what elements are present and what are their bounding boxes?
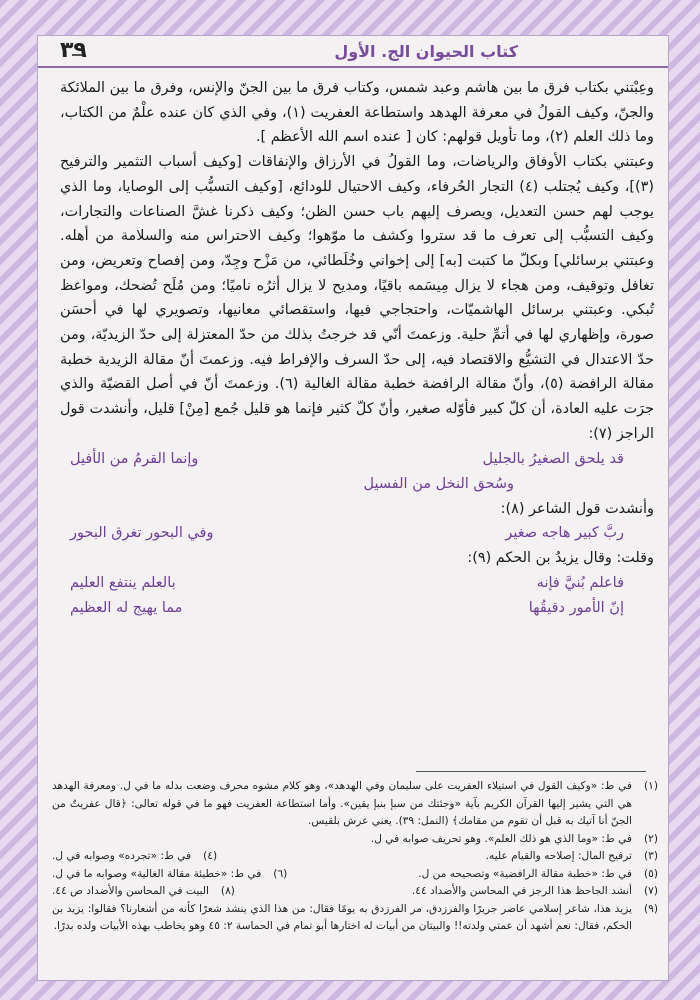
- footnote-number: (٢): [644, 832, 658, 845]
- footnote-pair-5-6: [52, 866, 658, 884]
- verse2-right-hemistich: ربَّ كبير هاجه صغير: [505, 525, 624, 542]
- footnote-2: [52, 831, 658, 849]
- paragraph-1: وعِبْتني بكتاب فرق ما بين هاشم وعبد شمس، وكتاب فرق ما بين الجنّ والإنس، وفرق ما بين الملائكة والجنّ، وكيف القولُ في معرفة الهدهد واستطاعة العفريت (١)، وفي الذي كان عنده علْمٌ من الكتاب، وما ذلك العلم (٢)، وما تأويل قولهم: كان [ عنده اسم الله الأعظم ].: [60, 80, 654, 146]
- footnote-text: في ط: «وما الذي هو ذلك العلم». وهو تحريف صوابه في ل.: [370, 832, 632, 845]
- verse-block-3: [60, 571, 654, 621]
- footnote-divider: [416, 771, 646, 772]
- footnote-3: [486, 848, 658, 866]
- verse2-left-hemistich: وفي البحور تغرق البحور: [70, 525, 214, 542]
- footnote-1: [52, 778, 658, 831]
- footnote-text: في ط: «خطيئة مقالة الغالية» وصوابه ما في ل.: [52, 867, 262, 880]
- footnote-text: يزيد هذا، شاعر إسلامي عاصر جريرًا والفرزدق، مر الفرزدق به يومًا فقال: من هذا الذي ينشد شعرًا كأنه من أشعارنا؟ فقالوا: يزيد بن الحكم، فقال: نعم أشهد أن عمتي ولدته!! والبيتان من أبيات له اختارها أبو تمام في الحماسة ٢: ٤٥ وهو يخاطب بهذه الأبيات ولده بدرًا.: [52, 902, 632, 932]
- footnote-text: ترفيح المال: إصلاحه والقيام عليه.: [485, 850, 632, 862]
- footnote-number: (١): [644, 780, 658, 792]
- verse3-left-hemistich: بالعلم ينتفع العليم: [70, 574, 176, 591]
- verse3-line2-left: مما يهيج له العظيم: [70, 599, 183, 616]
- footnote-pair-3-4: [52, 848, 658, 866]
- verse1-right-hemistich: قد يلحق الصغيرُ بالجليل: [482, 450, 624, 467]
- footnote-7: [412, 883, 658, 901]
- verse3-intro: وقلت: وقال يزيدُ بن الحكم (٩):: [467, 550, 654, 567]
- running-title: كتاب الحيوان الج. الأول: [334, 42, 518, 61]
- footnote-text: في ط: «خطبة مقالة الرافضية» وتصحيحه من ل.: [418, 867, 632, 880]
- verse2-intro: وأنشدت قول الشاعر (٨):: [500, 500, 654, 517]
- footnote-number: (٦): [273, 867, 288, 880]
- page-header: [38, 36, 668, 68]
- main-text: [60, 76, 654, 621]
- footnote-number: (٥): [644, 867, 658, 880]
- book-page: [38, 36, 668, 980]
- footnote-pair-7-8: [52, 883, 658, 901]
- footnote-number: (٣): [644, 850, 658, 862]
- footnote-text: أنشد الجاحظ هذا الرجز في المحاسن والأضداد ٤٤.: [411, 885, 632, 897]
- footnote-4: [52, 848, 217, 866]
- verse-block-1: [60, 447, 654, 497]
- footnote-text: في ط: «وكيف القول في استيلاء العفريت على سليمان وفي الهدهد»، وهو كلام مشوه محرف وضعت بدله ما في ل. ومعرفة الهدهد هي التي يشير إليها القرآن الكريم بآية «وجئتك من سبإ بنبإ يقين». وأما استطاعة العفريت فهو ما في قوله تعالى: ﴿قال عفريتٌ من الجنّ أنا آتيك به قبل أن تقوم من مقامك﴾ (النمل: ٣٩). يعني عرش بلقيس.: [52, 780, 632, 827]
- verse1-left-hemistich: وإنما القرمُ من الأفيل: [70, 450, 199, 467]
- footnote-number: (٩): [644, 902, 658, 915]
- footnote-9: [52, 901, 658, 936]
- footnotes: [52, 778, 658, 936]
- paragraph-2: وعبتني بكتاب الأوفاق والرياضات، وما القولُ في الأرزاق والإنفاقات [وكيف أسباب التثمير والترفيح (٣)]، وكيف يُجتلب (٤) التجار الحُرفاء، وكيف الاحتيال للودائع، [وكيف التسبُّب إلى الوصايا، وما الذي يوجب لهم حسن التعديل، ويصرف إليهم باب حسن الظن؛ وكيف ذكرنا غشَّ الصناعات والتجارات، وكيف التسبُّب إلى تعرف ما قد ستروا وكشف ما موّهوا؛ وكيف الاحتراس منه والسلامة من أهله. وعبتني برسائلي] وبكلّ ما كتبت [به] إلى إخواني وخُلَطائي، من مَزْح وجِدّ، ومن إفصاح وتعريض، ومن تغافل وتوقيف، ومن هجاء لا يزال مِيسَمه باقيًا، ومديح لا يزال أثرُه ناميًا؛ ومن مُلَح تُضحك، ومواعظ تُبكي. وعبتني برسائل الهاشميّات، واحتجاجي فيها، واستقصائي معانيها، وتصويري لها في أحسَن صورة، وإظهاري لها في أتمِّ حلية. وزعمتَ أنّي قد خرجتُ بذلك من حدّ المعتزلة إلى حدّ الزيديّة، ومن حدّ الاعتدال في التشيُّع والاقتصاد فيه، إلى حدّ السرف والإفراط فيه. وزعمتَ أنّ مقالة الزيدية خطبة مقالة الرافضة (٥)، وأنّ مقالة الرافضة خطبة مقالة الغالية (٦). وزعمتَ أنّ في أصل القضيّة والذي جرَت عليه العادة، أن كلّ كبير فأوّله صغير، وأنّ كلّ كثير فإنما هو قليل جُمع [مِنْ] قليل، وأنشدت قول الراجز (٧):: [60, 154, 654, 442]
- page-number: ٣٩: [60, 38, 87, 63]
- verse1-second-line: وسُحق النخل من الفسيل: [363, 475, 514, 492]
- footnote-6: [52, 866, 287, 884]
- verse-block-2: [60, 521, 654, 546]
- footnote-8: [52, 883, 235, 901]
- verse3-right-hemistich: فاعلم بُنيَّ فإنه: [536, 574, 624, 591]
- footnote-text: البيت في المحاسن والأضداد ص ٤٤.: [52, 885, 209, 897]
- footnote-number: (٨): [220, 885, 235, 897]
- footnote-number: (٧): [644, 885, 658, 897]
- footnote-5: [418, 866, 658, 884]
- verse3-line2-right: إنّ الأمور دقيقُها: [528, 599, 624, 616]
- footnote-number: (٤): [203, 850, 218, 862]
- footnote-text: في ط: «تجرده» وصوابه في ل.: [52, 850, 192, 862]
